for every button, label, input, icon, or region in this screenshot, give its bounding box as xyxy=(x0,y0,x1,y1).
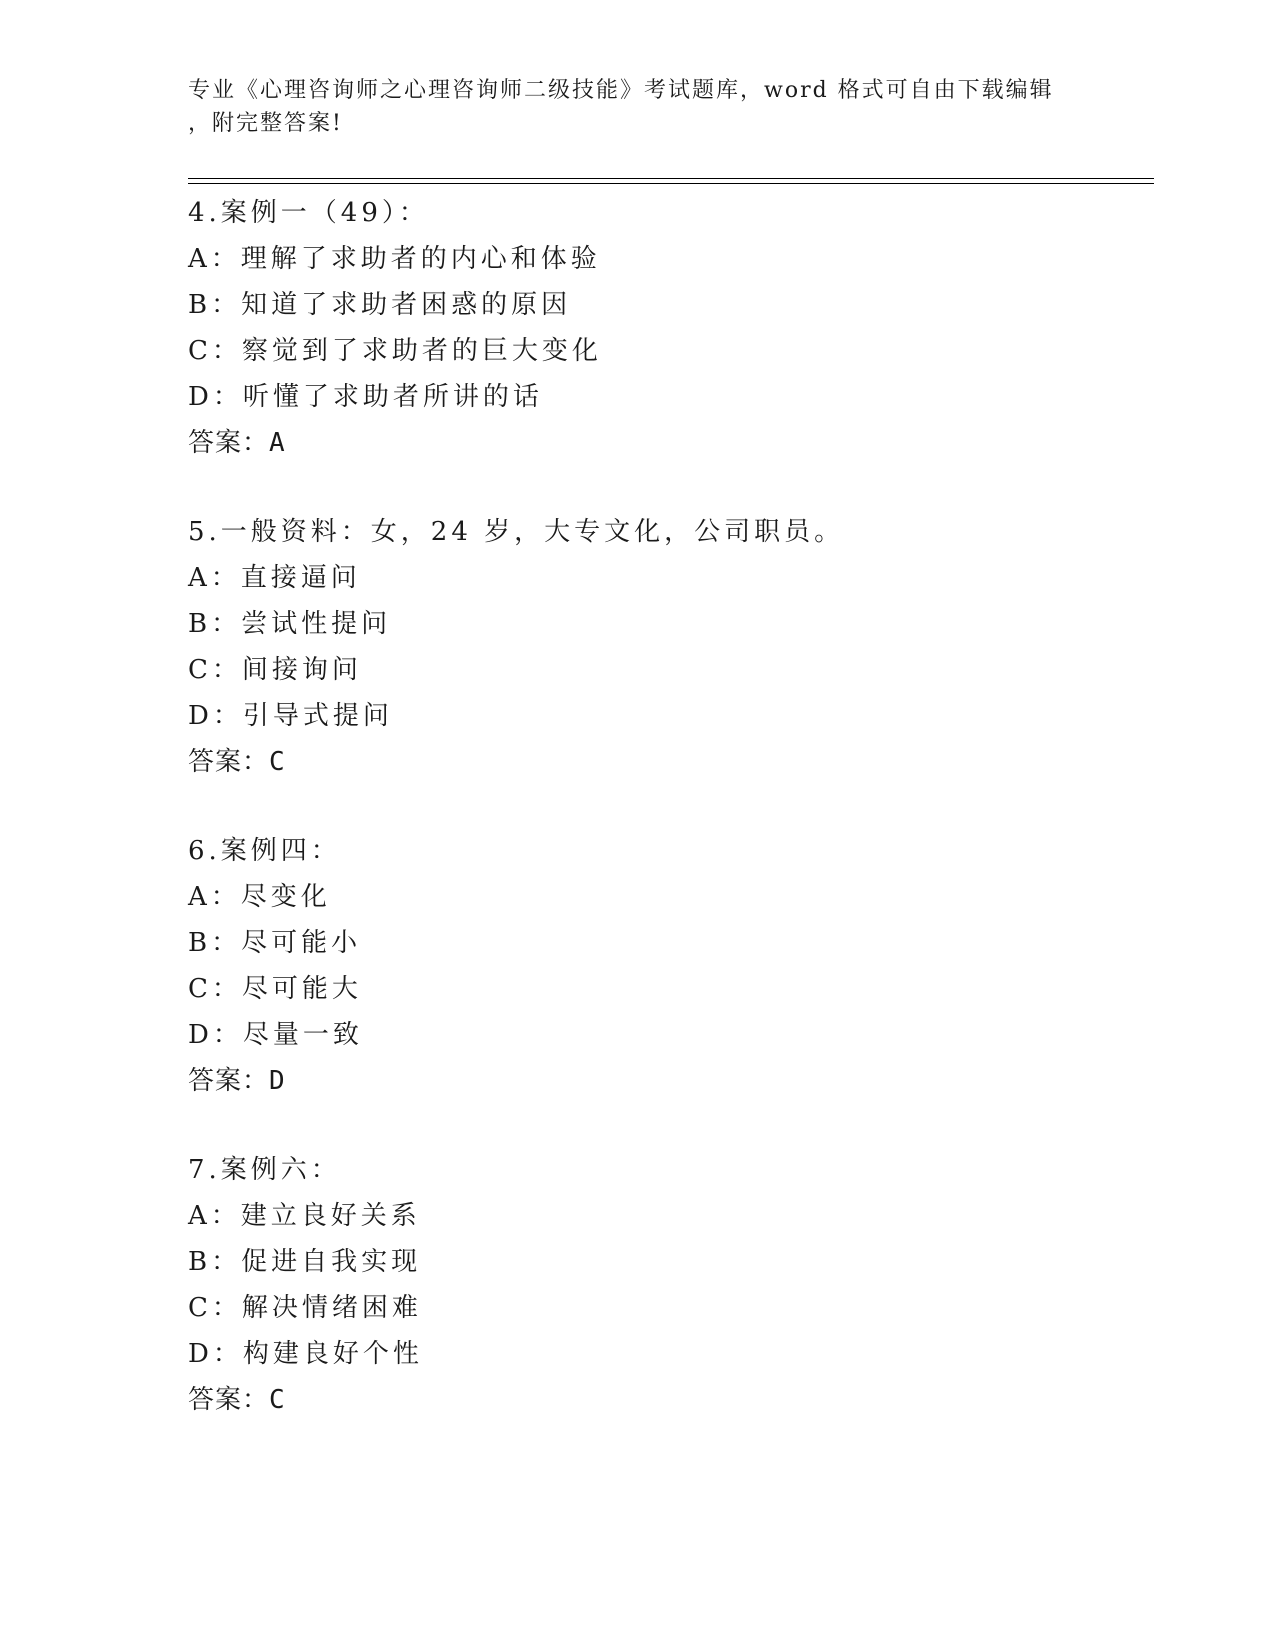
answer-value: C xyxy=(269,747,286,777)
option-a: A：尽变化 xyxy=(188,882,331,912)
answer-value: A xyxy=(269,428,286,458)
question-4 xyxy=(188,190,1148,466)
option-c: C：察觉到了求助者的巨大变化 xyxy=(188,336,602,366)
answer-line xyxy=(188,1058,1148,1104)
option-b: B：促进自我实现 xyxy=(188,1247,422,1277)
option-b: B：尝试性提问 xyxy=(188,609,392,639)
header-divider-top xyxy=(188,178,1154,179)
answer-line xyxy=(188,420,1148,466)
answer-line xyxy=(188,739,1148,785)
answer-label: 答案： xyxy=(188,428,270,458)
answer-line xyxy=(188,1377,1148,1423)
question-stem: 5.一般资料：女，24 岁，大专文化，公司职员。 xyxy=(188,517,845,547)
header-line-1: 专业《心理咨询师之心理咨询师二级技能》考试题库，word 格式可自由下载编辑 xyxy=(188,78,1054,103)
answer-value: C xyxy=(269,1385,286,1415)
question-5 xyxy=(188,509,1148,785)
question-stem: 6.案例四： xyxy=(188,836,341,866)
answer-label: 答案： xyxy=(188,1066,270,1096)
document-header xyxy=(188,74,1088,140)
question-7 xyxy=(188,1147,1148,1423)
option-c: C：间接询问 xyxy=(188,655,362,685)
option-d: D：引导式提问 xyxy=(188,701,393,731)
option-a: A：建立良好关系 xyxy=(188,1201,421,1231)
option-d: D：尽量一致 xyxy=(188,1020,363,1050)
question-list xyxy=(188,190,1148,1423)
question-stem: 7.案例六： xyxy=(188,1155,341,1185)
question-6 xyxy=(188,828,1148,1104)
answer-label: 答案： xyxy=(188,1385,270,1415)
option-d: D：构建良好个性 xyxy=(188,1339,423,1369)
option-c: C：尽可能大 xyxy=(188,974,362,1004)
question-stem: 4.案例一（49）： xyxy=(188,198,429,228)
option-b: B：知道了求助者困惑的原因 xyxy=(188,290,572,320)
option-c: C：解决情绪困难 xyxy=(188,1293,422,1323)
header-divider-bottom xyxy=(188,183,1154,184)
option-b: B：尽可能小 xyxy=(188,928,362,958)
option-d: D：听懂了求助者所讲的话 xyxy=(188,382,543,412)
header-line-2: ，附完整答案! xyxy=(188,111,343,136)
option-a: A：直接逼问 xyxy=(188,563,361,593)
option-a: A：理解了求助者的内心和体验 xyxy=(188,244,601,274)
answer-value: D xyxy=(269,1066,286,1096)
answer-label: 答案： xyxy=(188,747,270,777)
